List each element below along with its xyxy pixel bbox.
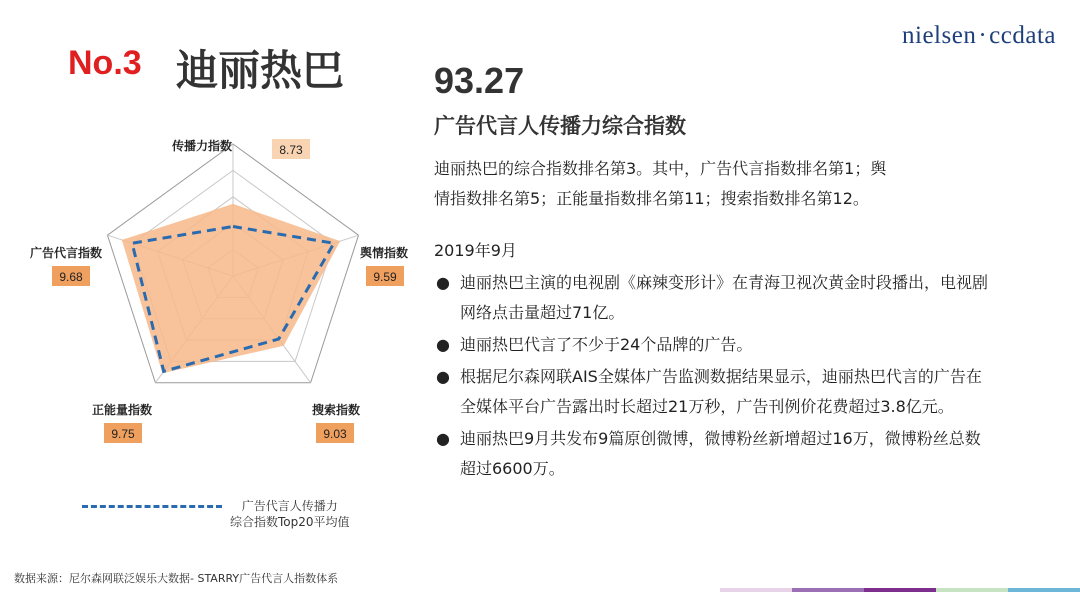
label-sentiment-index: 舆情指数	[359, 246, 409, 260]
bullet-icon: ●	[436, 367, 450, 386]
bullet-line: 全媒体平台广告露出时长超过21万秒，广告刊例价花费超过3.8亿元。	[460, 397, 954, 416]
highlights-list	[434, 268, 1054, 486]
list-item	[434, 330, 1054, 360]
bullet-icon: ●	[436, 273, 450, 292]
value-label: 9.75	[111, 427, 135, 441]
legend-line-1: 广告代言人传播力	[241, 499, 338, 513]
logo-separator: ·	[978, 22, 988, 49]
value-label: 9.68	[59, 270, 83, 284]
bullet-icon: ●	[436, 335, 450, 354]
bullet-line: 迪丽热巴主演的电视剧《麻辣变形计》在青海卫视次黄金时段播出，电视剧	[460, 273, 989, 292]
nielsen-ccdata-logo	[902, 22, 1056, 50]
label-spread-index: 传播力指数	[171, 139, 232, 153]
summary-text	[434, 154, 994, 214]
value-label: 8.73	[279, 143, 303, 157]
legend-label	[230, 498, 350, 530]
celebrity-name: 迪丽热巴	[176, 46, 345, 95]
bullet-line: 迪丽热巴代言了不少于24个品牌的广告。	[460, 335, 753, 354]
label-search-index: 搜索指数	[311, 403, 361, 417]
value-label: 9.59	[373, 270, 397, 284]
month-heading: 2019年9月	[434, 241, 517, 260]
summary-line: 情指数排名第5；正能量指数排名第11；搜索指数排名第12。	[434, 189, 869, 208]
decorative-color-bar	[720, 588, 1080, 592]
legend-dashed-line	[82, 505, 222, 508]
value-label: 9.03	[323, 427, 347, 441]
bullet-line: 根据尼尔森网联AIS全媒体广告监测数据结果显示，迪丽热巴代言的广告在	[460, 367, 982, 386]
color-bar-segment	[936, 588, 1008, 592]
bullet-line: 迪丽热巴9月共发布9篇原创微博，微博粉丝新增超过16万，微博粉丝总数	[460, 429, 981, 448]
color-bar-segment	[792, 588, 864, 592]
bullet-line: 超过6600万。	[460, 459, 565, 478]
list-item	[434, 268, 1054, 328]
label-positive-energy-index: 正能量指数	[91, 403, 153, 417]
logo-left-text: nielsen	[902, 22, 977, 49]
list-item	[434, 424, 1054, 484]
composite-score: 93.27	[434, 60, 525, 101]
color-bar-segment	[720, 588, 792, 592]
score-title: 广告代言人传播力综合指数	[434, 114, 686, 138]
bullet-icon: ●	[436, 429, 450, 448]
legend-line-2: 综合指数Top20平均值	[230, 515, 350, 529]
rank-label: No.3	[68, 44, 142, 82]
color-bar-segment	[864, 588, 936, 592]
summary-line: 迪丽热巴的综合指数排名第3。其中，广告代言指数排名第1；舆	[434, 159, 887, 178]
bullet-line: 网络点击量超过71亿。	[460, 303, 625, 322]
data-source: 数据来源：尼尔森网联泛娱乐大数据- STARRY广告代言人指数体系	[14, 572, 339, 585]
logo-right-text: ccdata	[989, 22, 1056, 49]
radar-chart	[0, 120, 440, 500]
list-item	[434, 362, 1054, 422]
label-endorsement-index: 广告代言指数	[29, 246, 103, 260]
color-bar-segment	[1008, 588, 1080, 592]
